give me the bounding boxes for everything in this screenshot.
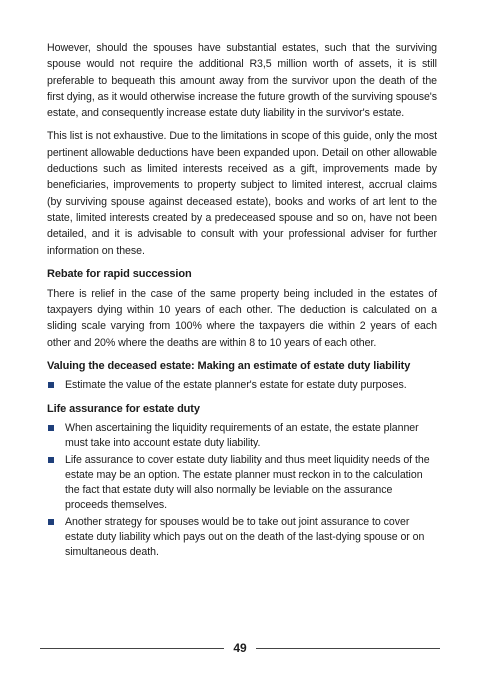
list-item — [47, 421, 437, 451]
page-footer — [40, 640, 440, 656]
list-item-text: When ascertaining the liquidity requirements of an estate, the estate planner must take into account estate duty liability. — [65, 422, 419, 450]
footer-rule-right — [256, 648, 440, 649]
rebate-paragraph: There is relief in the case of the same property being included in the estates of taxpayers dying within 10 years of each other. The deduction is calculated on a sliding scale varying from 100% where the taxpayers die within 2 years of each other and 20% where the deaths are within 8 to 10 years of each other. — [47, 287, 437, 349]
bullet-square-icon — [48, 519, 54, 525]
list-item — [47, 453, 437, 513]
section-heading-valuing: Valuing the deceased estate: Making an estimate of estate duty liability — [47, 360, 411, 373]
body-paragraph: However, should the spouses have substantial estates, such that the surviving spouse would not require the additional R3,5 million worth of assets, it is still preferable to bequeath this amount away from the survivor upon the death of the first dying, as it would otherwise increase the future growth of the surviving spouse's estate, and consequently increase estate duty liability in the survivor's estate. — [47, 42, 437, 120]
section-heading-rebate: Rebate for rapid succession — [47, 267, 192, 280]
section-heading-life-assurance: Life assurance for estate duty — [47, 403, 200, 416]
list-item-text: Life assurance to cover estate duty liability and thus meet liquidity needs of the estate may be an option. The estate planner must reckon in to the calculation the fact that estate duty will also normally be leviable on the assurance proceeds themselves. — [65, 454, 430, 512]
life-assurance-bullet-list — [47, 421, 437, 560]
body-paragraph: This list is not exhaustive. Due to the limitations in scope of this guide, only the most pertinent allowable deductions have been expanded upon. Detail on other allowable deductions such as limited interests received as a gift, improvements made by beneficiaries, improvements to property subject to limited interest, accrual claims (by surviving spouse against deceased estate), books and works of art lent to the state, limited interests created by a predeceased spouse and so on, have not been detailed, and it is advisable to consult with your professional adviser for further information on these. — [47, 130, 437, 257]
bullet-square-icon — [48, 382, 54, 388]
list-item — [47, 378, 437, 393]
list-item-text: Another strategy for spouses would be to take out joint assurance to cover estate duty liability which pays out on the death of the last-dying spouse or on simultaneous death. — [65, 516, 425, 559]
page-content — [47, 40, 437, 568]
page-number: 49 — [233, 641, 247, 655]
list-item-text: Estimate the value of the estate planner's estate for estate duty purposes. — [65, 379, 407, 392]
list-item — [47, 515, 437, 560]
valuing-bullet-list — [47, 378, 437, 393]
bullet-square-icon — [48, 457, 54, 463]
bullet-square-icon — [48, 425, 54, 431]
